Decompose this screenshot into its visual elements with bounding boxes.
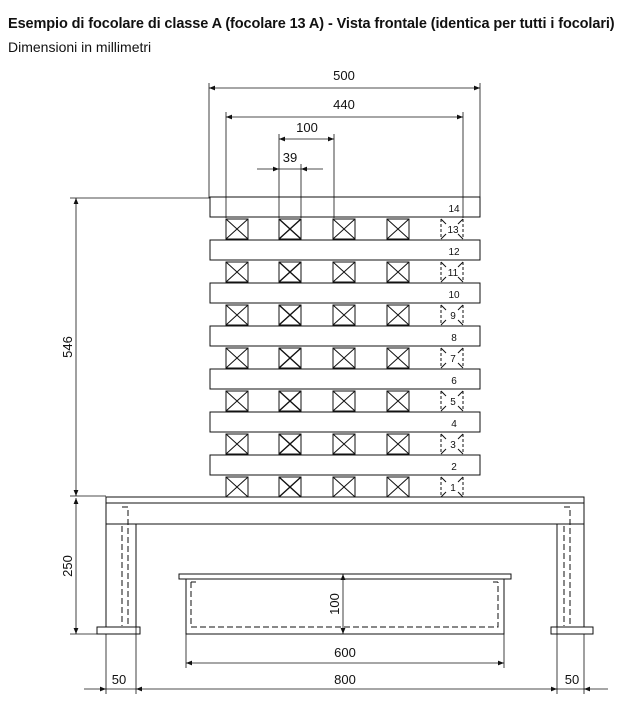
dim-500-label: 500 <box>333 68 355 83</box>
stick-cross-mark <box>279 391 301 411</box>
stick-cross-mark <box>333 477 355 497</box>
layer-label: 1 <box>450 483 456 494</box>
horizontal-slat <box>210 369 480 389</box>
tray-body <box>186 579 504 634</box>
dim-50-right-label: 50 <box>564 672 580 687</box>
stick-cross-mark <box>333 219 355 239</box>
dim-250-label: 250 <box>60 555 75 577</box>
tray-hidden-lines <box>191 582 498 627</box>
stick-cross-mark <box>387 219 409 239</box>
layer-label: 6 <box>451 376 457 387</box>
stick-cross-mark <box>226 305 248 325</box>
horizontal-slat <box>210 326 480 346</box>
horizontal-slat <box>210 240 480 260</box>
stick-cross-mark <box>333 262 355 282</box>
layer-label: 8 <box>451 333 457 344</box>
layer-label: 5 <box>450 397 456 408</box>
horizontal-slat <box>210 412 480 432</box>
horizontal-slat <box>210 455 480 475</box>
figure-title: Esempio di focolare di classe A (focolare 13 A) - Vista frontale (identica per tutti i focolari) <box>8 16 615 32</box>
stick-cross-mark <box>279 434 301 454</box>
stick-cross-mark <box>279 348 301 368</box>
layer-label: 14 <box>448 204 460 215</box>
dim-100-top-label: 100 <box>296 120 318 135</box>
stick-cross-mark <box>279 219 301 239</box>
right-leg-hidden-line <box>564 507 570 626</box>
tray-rim <box>179 574 511 579</box>
layer-label: 10 <box>448 290 460 301</box>
stick-cross-mark <box>226 219 248 239</box>
layer-label: 7 <box>450 354 456 365</box>
stick-cross-mark <box>226 391 248 411</box>
left-foot <box>97 627 140 634</box>
dim-440-label: 440 <box>333 97 355 112</box>
layer-label: 2 <box>451 462 457 473</box>
stick-cross-mark <box>387 348 409 368</box>
stick-cross-mark <box>387 262 409 282</box>
figure-subtitle: Dimensioni in millimetri <box>8 39 152 55</box>
dim-600-label: 600 <box>334 645 356 660</box>
stick-cross-mark <box>226 262 248 282</box>
stick-cross-mark <box>279 477 301 497</box>
stick-cross-mark <box>333 391 355 411</box>
fuel-tray <box>179 574 511 634</box>
dim-546-label: 546 <box>60 336 75 358</box>
stick-cross-mark <box>333 305 355 325</box>
stick-cross-mark <box>226 434 248 454</box>
stick-cross-mark <box>333 434 355 454</box>
stand-beam <box>106 503 584 524</box>
wood-crib <box>210 197 480 497</box>
horizontal-slat <box>210 197 480 217</box>
dim-100-tray-label: 100 <box>327 593 342 615</box>
test-stand <box>97 497 593 634</box>
stick-cross-mark <box>226 348 248 368</box>
stick-cross-mark <box>387 434 409 454</box>
stick-cross-mark <box>333 348 355 368</box>
layer-label: 3 <box>450 440 456 451</box>
dim-39-label: 39 <box>282 150 298 165</box>
layer-label: 4 <box>451 419 457 430</box>
stick-cross-mark <box>279 305 301 325</box>
stick-cross-mark <box>387 305 409 325</box>
dim-800-label: 800 <box>334 672 356 687</box>
layer-label: 11 <box>447 268 459 279</box>
stick-cross-mark <box>226 477 248 497</box>
horizontal-slat <box>210 283 480 303</box>
stick-cross-mark <box>279 262 301 282</box>
left-leg <box>106 524 136 627</box>
layer-label: 12 <box>448 247 460 258</box>
layer-label: 9 <box>450 311 456 322</box>
stand-top-plate <box>106 497 584 503</box>
layer-label: 13 <box>447 225 459 236</box>
dim-50-left-label: 50 <box>111 672 127 687</box>
dimension-labels <box>60 68 579 687</box>
stick-cross-mark <box>387 477 409 497</box>
left-leg-hidden-line <box>122 507 128 626</box>
stick-cross-mark <box>387 391 409 411</box>
